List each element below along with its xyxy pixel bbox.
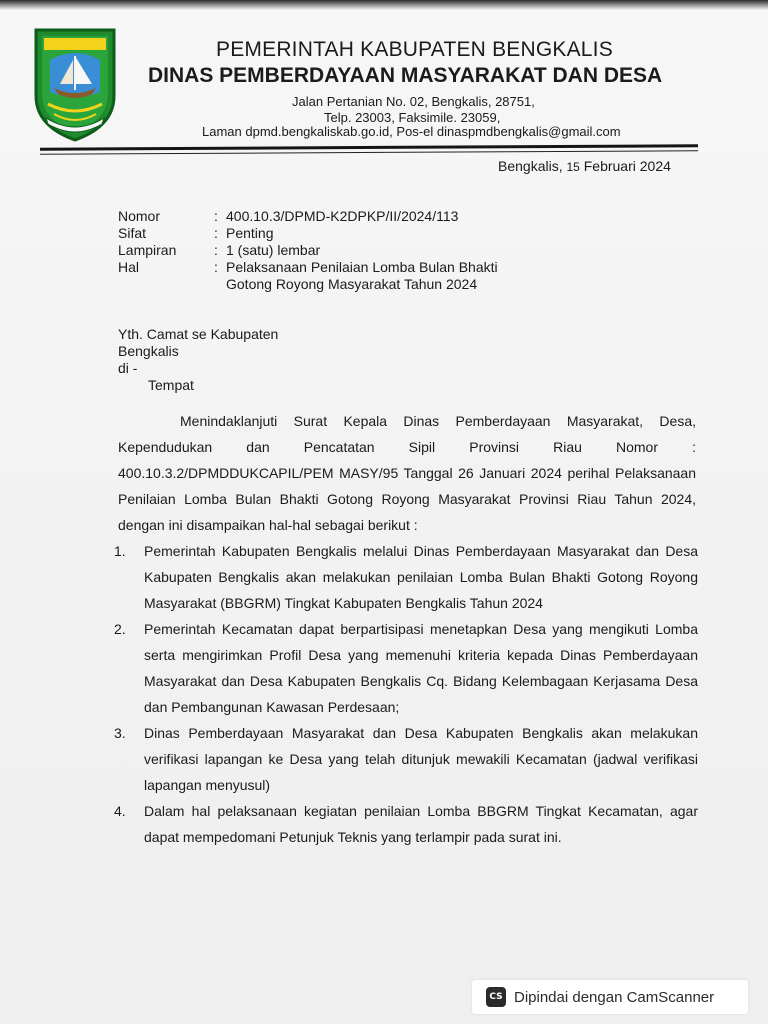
camscanner-watermark	[472, 980, 748, 1014]
recipient-block	[118, 326, 278, 394]
meta-label: Nomor	[118, 208, 161, 224]
list-item	[114, 720, 698, 798]
meta-value: 1 (satu) lembar	[226, 242, 321, 258]
meta-label: Lampiran	[118, 242, 177, 258]
list-item	[114, 538, 698, 616]
list-item	[114, 798, 698, 850]
meta-colon: :	[214, 225, 218, 241]
meta-row-sifat	[118, 225, 558, 242]
bengkalis-crest-icon	[32, 26, 118, 142]
numbered-list	[114, 538, 698, 850]
meta-value: Pelaksanaan Penilaian Lomba Bulan Bhakti Gotong Royong Masyarakat Tahun 2024	[226, 259, 498, 292]
list-text: Pemerintah Kecamatan dapat berpartisipasi menetapkan Desa yang mengikuti Lomba serta mengirimkan Profil Desa yang memenuhi kriteria kepada Dinas Pemberdayaan Masyarakat dan Desa Kabupaten Bengkalis Cq. Bidang Kelembagaan Kerjasama Desa dan Pembangunan Kawasan Perdesaan;	[144, 621, 698, 715]
meta-row-nomor	[118, 208, 558, 225]
letterhead	[30, 26, 730, 156]
meta-row-lampiran	[118, 242, 558, 259]
date-day: 15	[566, 160, 580, 174]
recipient-line: Bengkalis	[118, 343, 179, 359]
list-text: Dalam hal pelaksanaan kegiatan penilaian Lomba BBGRM Tingkat Kecamatan, agar dapat mempedomani Petunjuk Teknis yang terlampir pada surat ini.	[144, 803, 698, 845]
meta-label: Hal	[118, 259, 140, 275]
list-text: Pemerintah Kabupaten Bengkalis melalui Dinas Pemberdayaan Masyarakat dan Desa Kabupaten Bengkalis akan melakukan penilaian Lomba Bulan Bhakti Gotong Royong Masyarakat (BBGRM) Tingkat Kabupaten Bengkalis Tahun 2024	[144, 543, 698, 611]
meta-value: Penting	[226, 225, 274, 241]
camscanner-logo-icon: CS	[486, 987, 506, 1007]
recipient-line: di -	[118, 360, 138, 376]
meta-colon: :	[214, 242, 218, 258]
letter-meta	[118, 208, 558, 293]
date-month-year: Februari 2024	[583, 158, 671, 174]
list-text: Dinas Pemberdayaan Masyarakat dan Desa Kabupaten Bengkalis akan melakukan verifikasi lapangan ke Desa yang telah ditunjuk mewakili Kecamatan (jadwal verifikasi lapangan menyusul)	[144, 725, 698, 793]
opening-paragraph: Menindaklanjuti Surat Kepala Dinas Pemberdayaan Masyarakat, Desa, Kependudukan dan Pencatatan Sipil Provinsi Riau Nomor : 400.10.3.2/DPMDDUKCAPIL/PEM MASY/95 Tanggal 26 Januari 2024 perihal Pelaksanaan Penilaian Lomba Bulan Bhakti Gotong Royong Masyarakat Provinsi Riau Tahun 2024, dengan ini disampaikan hal-hal sebagai berikut :	[118, 413, 696, 533]
list-number: 3.	[114, 725, 126, 741]
camscanner-text: Dipindai dengan CamScanner	[514, 988, 715, 1006]
recipient-line: Tempat	[148, 377, 194, 393]
org-department-name: DINAS PEMBERDAYAAN MASYARAKAT DAN DESA	[148, 64, 663, 87]
letter-body	[118, 408, 696, 538]
meta-row-hal	[118, 259, 558, 293]
meta-colon: :	[214, 259, 218, 275]
recipient-line: Yth. Camat se Kabupaten	[118, 326, 279, 342]
meta-value: 400.10.3/DPMD-K2DPKP/II/2024/113	[226, 208, 459, 224]
scan-edge-shadow	[0, 0, 768, 10]
letter-date	[498, 158, 671, 174]
org-parent-name: PEMERINTAH KABUPATEN BENGKALIS	[216, 38, 613, 61]
list-number: 1.	[114, 543, 126, 559]
date-place: Bengkalis,	[498, 158, 563, 174]
meta-colon: :	[214, 208, 218, 224]
web-email-line: Laman dpmd.bengkaliskab.go.id, Pos-el dinaspmdbengkalis@gmail.com	[202, 124, 621, 139]
address-line: Jalan Pertanian No. 02, Bengkalis, 28751,	[292, 94, 535, 109]
meta-label: Sifat	[118, 225, 147, 241]
list-number: 2.	[114, 621, 126, 637]
list-number: 4.	[114, 803, 126, 819]
list-item	[114, 616, 698, 720]
phone-fax-line: Telp. 23003, Faksimile. 23059,	[324, 110, 501, 125]
